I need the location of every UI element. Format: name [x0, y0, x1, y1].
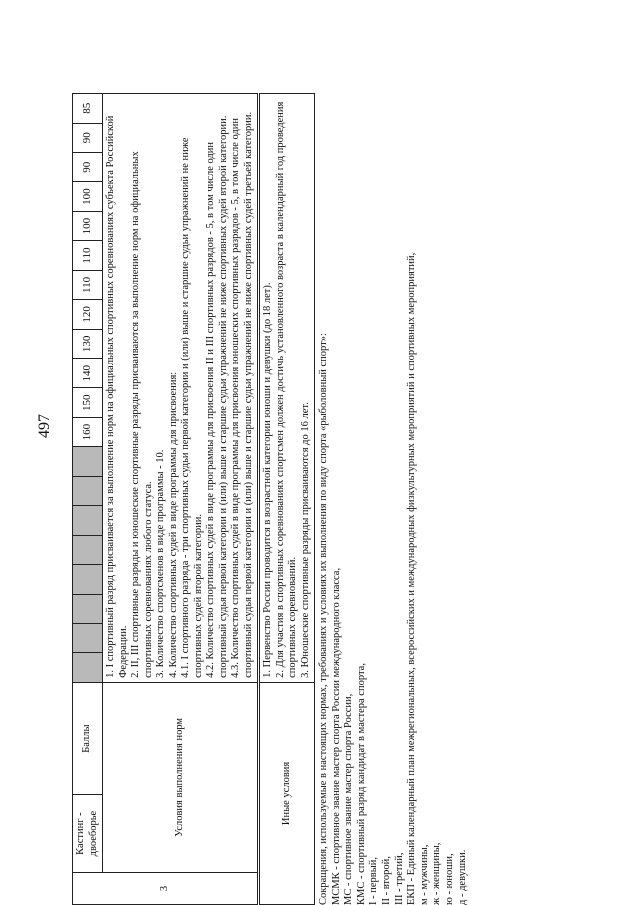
other-condition-line: 3. Юношеские спортивные разряды присваиваются до 16 лет. [299, 402, 311, 678]
score-cell: 150 [73, 388, 103, 417]
note-line: д - девушки. [456, 849, 468, 905]
condition-line: 3. Количество спортсменов в виде программы - 10. [155, 449, 166, 678]
row-number: 3 [73, 872, 259, 904]
score-cell: 90 [73, 123, 103, 152]
other-conditions-text [259, 94, 315, 683]
gray-cell [73, 624, 103, 653]
other-conditions-row [259, 94, 315, 905]
score-cell: 100 [73, 182, 103, 211]
condition-line: 4.1. I спортивного разряда - три спортивных судьи первой категории и (или) выше и старшие судьи упражнений не ниже спортивных судей второй категории. [180, 137, 204, 678]
discipline-cell: Кастинг - двоеборье [73, 795, 103, 873]
other-condition-line: 1. Первенство России проводится в возрастной категории юноши и девушки (до 18 лет). [262, 282, 273, 678]
gray-cell [73, 653, 103, 682]
standards-table [72, 93, 315, 905]
abbreviations-notes [318, 93, 469, 905]
note-line: ЕКП - Единый календарный план межрегиональных, всероссийских и международных физкультурных мероприятий и спортивных мероприятий, [406, 252, 418, 905]
condition-line: 2. II, III спортивные разряды и юношеские спортивные разряды присваиваются за выполнение норм на официальных спортивных соревнованиях любого статуса. [130, 151, 154, 678]
note-line: МС - спортивное звание мастер спорта России, [343, 693, 355, 905]
condition-line: 4.2. Количество спортивных судей в виде программы для присвоения II и III спортивных разрядов - 5, в том числе один спортивный судья первой категории и (или) выше и старшие судьи упражнений не ниже спортивных судей второй категории. [205, 115, 229, 678]
gray-cell [73, 535, 103, 564]
score-cell: 85 [73, 94, 103, 124]
conditions-label: Условия выполнения норм [103, 682, 259, 872]
note-line: I - первый, [368, 856, 380, 905]
gray-cell [73, 447, 103, 476]
note-line: III - третий, [393, 852, 405, 905]
score-cell: 110 [73, 270, 103, 299]
gray-cell [73, 565, 103, 594]
note-line: II - второй, [380, 856, 392, 905]
conditions-text [103, 94, 259, 683]
rotated-page-content [72, 93, 468, 905]
condition-line: 4.3. Количество спортивных судей в виде программы для присвоения юношеских спортивных разрядов - 5, в том числе один спортивный судья первой категории и (или) выше и старшие судьи упражнений не ниже спортивных судей третьей категории. [230, 111, 254, 678]
condition-line: 1. I спортивный разряд присваивается за выполнение норм на официальных спортивных соревнованиях субъекта Российской Федерации. [105, 115, 129, 678]
conditions-row [103, 94, 259, 905]
note-line: МСМК - спортивное звание мастер спорта России международного класса, [330, 567, 342, 905]
note-line: КМС - спортивный разряд кандидат в мастера спорта, [355, 663, 367, 905]
score-label: Баллы [73, 682, 103, 794]
note-line: м - мужчины, [418, 844, 430, 905]
score-cell: 110 [73, 241, 103, 270]
score-cell: 120 [73, 300, 103, 329]
score-row [73, 94, 103, 905]
score-cell: 90 [73, 153, 103, 182]
note-line: ю - юноши, [443, 853, 455, 905]
score-cell: 100 [73, 211, 103, 240]
other-conditions-label: Иные условия [259, 682, 315, 904]
gray-cell [73, 594, 103, 623]
other-condition-line: 2. Для участия в спортивных соревнованиях спортсмен должен достичь установленного возраста в календарный год проведения спортивных соревнований. [274, 101, 298, 678]
gray-cell [73, 476, 103, 505]
condition-line: 4. Количество спортивных судей в виде программы для присвоения: [167, 371, 179, 678]
page-number: 497 [36, 414, 53, 438]
gray-cell [73, 506, 103, 535]
score-cell: 130 [73, 329, 103, 358]
note-line: ж - женщины, [431, 842, 443, 905]
score-cell: 160 [73, 417, 103, 446]
note-line: Сокращения, используемые в настоящих нормах, требованиях и условиях их выполнения по виду спорта «рыболовный спорт»: [318, 333, 329, 905]
score-cell: 140 [73, 359, 103, 388]
